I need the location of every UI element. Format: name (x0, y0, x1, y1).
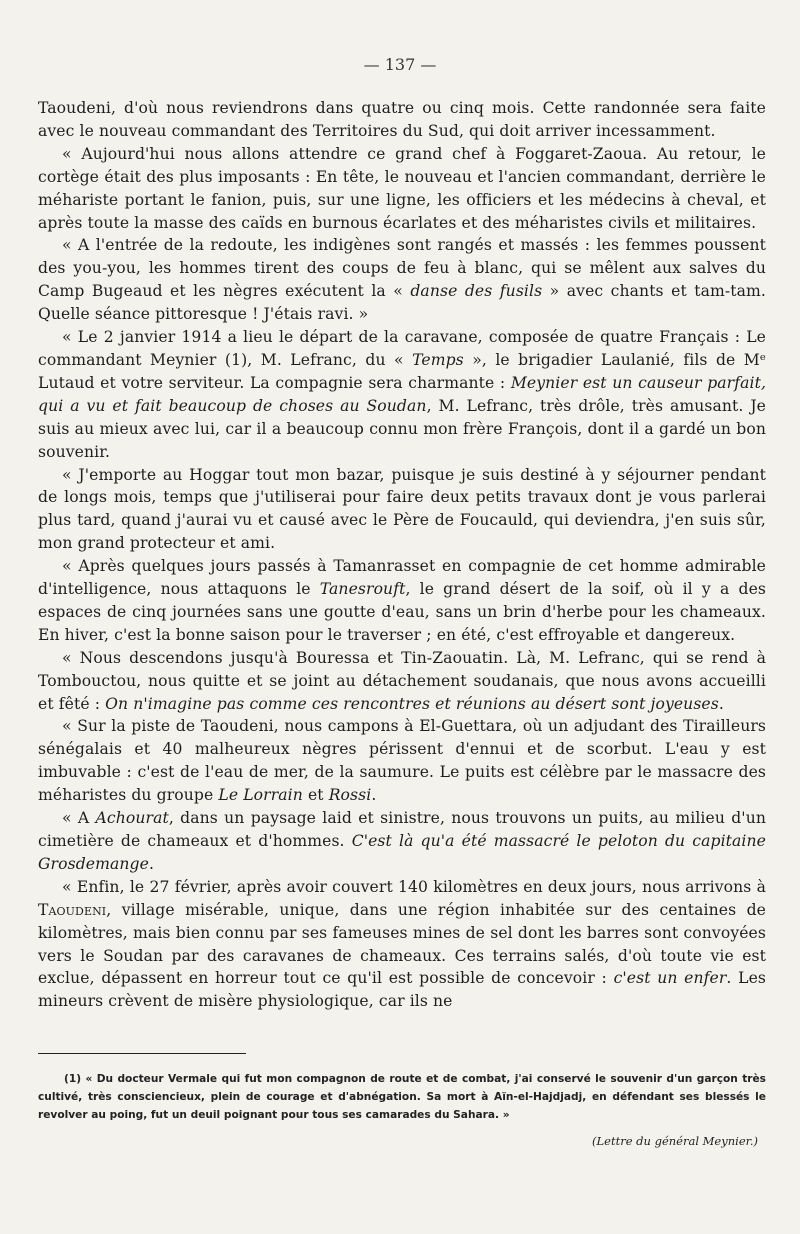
italic-text: Achourat (95, 809, 169, 828)
paragraph (38, 555, 766, 647)
italic-text: c'est un enfer (613, 969, 727, 988)
text-run: . Les mineurs crèvent de misère physiologique, car ils ne (38, 969, 767, 1011)
italic-text: danse des fusils (410, 282, 543, 301)
body-text (38, 97, 766, 1013)
italic-text: Le Lorrain (218, 786, 303, 805)
text-run: », le brigadier Laulanié, fils de Mᵉ Lutaud et votre serviteur. La compagnie sera charmante : (38, 350, 766, 392)
text-run: et (302, 786, 329, 805)
paragraph (38, 807, 766, 876)
footnote (38, 1070, 766, 1150)
text-run: . (718, 694, 724, 713)
text-run: « A l'entrée de la redoute, les indigènes sont rangés et massés : les femmes poussent des you-you, les hommes tirent des coups de feu à blanc, qui se mêlent aux salves du Camp Bugeaud et les nègres exécutent la « (38, 236, 766, 301)
italic-text: Tanesrouft (319, 580, 406, 599)
text-run: , village misérable, unique, dans une région inhabitée sur des centaines de kilomètres, mais bien connu par ses fameuses mines de sel dont les barres sont convoyées vers le Soudan par des caravanes de chameaux. Ces terrains salés, d'où toute vie est exclue, dépassent en horreur tout ce qu'il est possible de concevoir : (38, 900, 766, 988)
text-run: , dans un paysage laid et sinistre, nous trouvons un puits, au milieu d'un cimetière de chameaux et d'hommes. (38, 809, 766, 850)
text-run: « Le 2 janvier 1914 a lieu le départ de la caravane, composée de quatre Français : Le commandant Meynier (1), M. Lefranc, du « (38, 328, 766, 369)
paragraph (38, 876, 766, 1013)
italic-text: Temps (412, 350, 464, 369)
paragraph (38, 647, 766, 716)
paragraph (38, 326, 766, 463)
paragraph (38, 234, 766, 326)
text-run: « Après quelques jours passés à Tamanrasset en compagnie de cet homme admirable d'intelligence, nous attaquons le (38, 557, 766, 599)
text-run: Taoudeni, d'où nous reviendrons dans quatre ou cinq mois. Cette randonnée sera faite avec le nouveau commandant des Territoires du Sud, qui doit arriver incessamment. (38, 99, 766, 140)
text-run: » avec chants et tam-tam. Quelle séance pittoresque ! J'étais ravi. » (38, 282, 766, 324)
footnote-divider (38, 1053, 246, 1054)
italic-text: On n'imagine pas comme ces rencontres et réunions au désert sont joyeuses (105, 694, 719, 713)
smallcaps-text: Taoudeni (38, 900, 107, 919)
text-run: « Sur la piste de Taoudeni, nous campons à El-Guettara, où un adjudant des Tirailleurs sénégalais et 40 malheureux nègres périssent d'ennui et de scorbut. L'eau y est imbuvable : c'est de l'eau de mer, de la saumure. Le puits est célèbre par le massacre des méharistes du groupe (38, 717, 766, 805)
text-run: , le grand désert de la soif, où il y a des espaces de cinq journées sans une goutte d'eau, sans un brin d'herbe pour les chameaux. En hiver, c'est la bonne saison pour le traverser ; en été, c'est effroyable et dangereux. (38, 580, 766, 644)
text-run: « Aujourd'hui nous allons attendre ce grand chef à Foggaret-Zaoua. Au retour, le cortège était des plus imposants : En tête, le nouveau et l'ancien commandant, derrière le méhariste portant le fanion, puis, sur une ligne, les officiers et les médecins à cheval, et après toute la masse des caïds en burnous écarlates et des méharistes civils et militaires. (38, 144, 766, 232)
footnote-text: (1) « Du docteur Vermale qui fut mon compagnon de route et de combat, j'ai conservé le souvenir d'un garçon très cultivé, très consciencieux, plein de courage et d'abnégation. Sa mort à Aïn-el-Hajdjadj, en défendant ses blessés le revolver au poing, fut un deuil poignant pour tous ses camarades du Sahara. » (38, 1073, 766, 1121)
footnote-attribution: (Lettre du général Meynier.) (592, 1134, 758, 1148)
text-run: . (148, 854, 155, 873)
paragraph (38, 97, 766, 143)
italic-text: Rossi (328, 786, 372, 805)
text-run: « Enfin, le 27 février, après avoir couvert 140 kilomètres en deux jours, nous arrivons à (62, 877, 766, 896)
text-run: , M. Lefranc, très drôle, très amusant. Je suis au mieux avec lui, car il a beaucoup connu mon frère François, dont il a gardé un bon souvenir. (38, 396, 766, 461)
paragraph (38, 464, 766, 556)
italic-text: C'est là qu'a été massacré le peloton du capitaine Grosdemange (38, 832, 766, 873)
text-run: « Nous descendons jusqu'à Bouressa et Tin-Zaouatin. Là, M. Lefranc, qui se rend à Tombouctou, nous quitte et se joint au détachement soudanais, que nous avons accueilli et fêté : (38, 648, 766, 713)
italic-text: Meynier est un causeur parfait, qui a vu et fait beaucoup de choses au Soudan (38, 373, 767, 415)
text-run: « A (62, 809, 96, 828)
paragraph (38, 143, 766, 235)
paragraph (38, 715, 766, 807)
page-number: — 137 — (363, 55, 437, 74)
text-run: . (371, 786, 377, 805)
text-run: « J'emporte au Hoggar tout mon bazar, puisque je suis destiné à y séjourner pendant de longs mois, temps que j'utiliserai pour faire deux petits travaux dont je vous parlerai plus tard, quand j'aurai vu et causé avec le Père de Foucauld, qui deviendra, j'en suis sûr, mon grand protecteur et ami. (38, 465, 766, 553)
